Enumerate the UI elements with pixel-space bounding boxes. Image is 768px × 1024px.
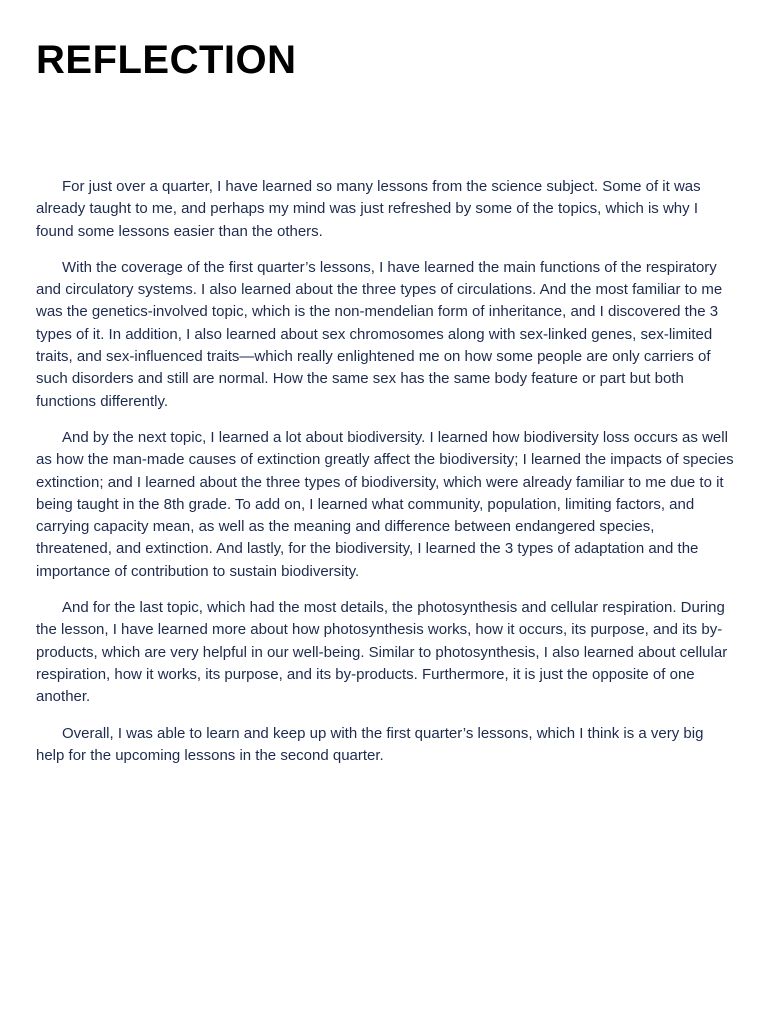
paragraph-respiratory-genetics: With the coverage of the first quarter’s lessons, I have learned the main functions of the respiratory and circulatory systems. I also learned about the three types of circulations. And the most familiar to me was the genetics-involved topic, which is the non-mendelian form of inheritance, and I discovered the 3 types of it. In addition, I also learned about sex chromosomes along with sex-linked genes, sex-limited traits, and sex-influenced traits—which really enlightened me on how some people are only carriers of such disorders and still are normal. How the same sex has the same body feature or part but both functions differently. <box>36 258 723 410</box>
paragraph-conclusion: Overall, I was able to learn and keep up with the first quarter’s lessons, which I think is a very big help for the upcoming lessons in the second quarter. <box>36 724 704 764</box>
page-title: REFLECTION <box>36 38 297 82</box>
paragraph-biodiversity: And by the next topic, I learned a lot about biodiversity. I learned how biodiversity loss occurs as well as how the man-made causes of extinction greatly affect the biodiversity; I learned the impacts of species extinction; and I learned about the three types of biodiversity, which were already familiar to me due to it being taught in the 8th grade. To add on, I learned what community, population, limiting factors, and carrying capacity mean, as well as the meaning and difference between endangered species, threatened, and extinction. And lastly, for the biodiversity, I learned the 3 types of adaptation and the importance of contribution to sustain biodiversity. <box>36 428 734 580</box>
paragraph-photosynthesis: And for the last topic, which had the most details, the photosynthesis and cellular respiration. During the lesson, I have learned more about how photosynthesis works, how it occurs, its purpose, and its by-products, which are very helpful in our well-being. Similar to photosynthesis, I also learned about cellular respiration, how it works, its purpose, and its by-products. Furthermore, it is just the opposite of one another. <box>36 599 728 706</box>
reflection-body <box>36 176 734 781</box>
paragraph-intro: For just over a quarter, I have learned so many lessons from the science subject. Some of it was already taught to me, and perhaps my mind was just refreshed by some of the topics, which is why I found some lessons easier than the others. <box>36 178 701 240</box>
